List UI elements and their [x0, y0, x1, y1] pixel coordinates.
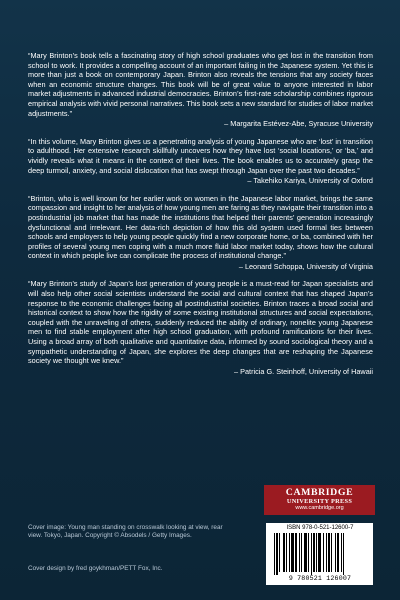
barcode-stripe [343, 533, 344, 575]
barcode-stripe [308, 533, 309, 572]
barcode-stripe [335, 533, 336, 572]
barcode-stripe [299, 533, 300, 572]
barcode-stripe [291, 533, 294, 572]
isbn-label: ISBN 978-0-521-12600-7 [286, 525, 354, 531]
barcode-stripe [341, 533, 342, 572]
review-item [28, 279, 373, 376]
publisher-press: UNIVERSITY PRESS [286, 498, 353, 506]
barcode-stripe [313, 533, 315, 572]
review-list [28, 51, 373, 384]
barcode-stripe [304, 533, 307, 572]
publisher-website: www.cambridge.org [295, 505, 344, 512]
publisher-logo [264, 485, 375, 515]
cover-design-credit: Cover design by fred goykhman/PETT Fox, Inc. [28, 565, 163, 572]
barcode-stripe [279, 533, 280, 572]
review-quote: “Mary Brinton’s book tells a fascinating story of high school graduates who get lost in the transition from school to work. It provides a compelling account of an important failing in the Japanese system. Yet this is more than just a book on contemporary Japan. Brinton also reveals the tensions that any society faces when an economic structure changes. This book will be of great value to anyone interested in labor market adjustments in advanced industrial democracies. Brinton’s first-rate scholarship combines rigorous empirical analysis with vivid personal narratives. This book sets a new standard for studies of labor market adjustments.” [28, 51, 373, 118]
barcode-stripe [318, 533, 321, 572]
publisher-name: CAMBRIDGE [285, 487, 354, 499]
barcode-bars [274, 533, 366, 575]
review-attribution: – Margarita Estévez-Abe, Syracuse University [224, 119, 373, 129]
review-attribution: – Takehiko Kariya, University of Oxford [247, 176, 373, 186]
barcode [266, 523, 373, 585]
review-quote: “Mary Brinton’s study of Japan’s lost generation of young people is a must-read for Japan specialists and will also help other social scientists understand the social and cultural context that has shaped Japan’s response to the economic challenges facing all postindustrial societies. Brinton traces a broad social and historical context to show how the rigidity of some existing institutional structures and social expectations, coupled with the unraveling of others, suddenly reduced the ability of ordinary, nonelite young Japanese men to find stable employment after high school graduation, with profound ramifications for their lives. Using a broad array of both qualitative and quantitative data, informed by sound sociological theory and a sympathetic understanding of Japan, she explores the deep changes that are reshaping the Japanese society we thought we knew.” [28, 279, 373, 366]
review-item [28, 194, 373, 272]
barcode-stripe [286, 533, 287, 572]
barcode-stripe [323, 533, 324, 572]
review-item [28, 51, 373, 129]
barcode-digits: 9 780521 126007 [288, 575, 352, 582]
barcode-stripe [337, 533, 339, 572]
review-attribution: – Leonard Schoppa, University of Virginia [238, 261, 373, 271]
review-attribution: – Patricia G. Steinhoff, University of Hawaii [234, 366, 373, 376]
barcode-stripe [316, 533, 317, 572]
barcode-stripe [276, 533, 278, 575]
barcode-stripe [301, 533, 302, 572]
barcode-stripe [328, 533, 330, 572]
review-quote: “Brinton, who is well known for her earlier work on women in the Japanese labor market, brings the same compassion and insight to her analysis of how young men are faring as they navigate their transition into a postindustrial job market that has made the institutions that helped their parents’ generation increasingly dysfunctional and irrelevant. Her data-rich depiction of how this old system used formal ties between schools and employers to help young people quickly find a new corporate home, or ba, combined with her profiles of several young men coping with a much more fluid labor market today, shows how the cultural context in which people live can complicate the process of institutional change.” [28, 193, 373, 261]
barcode-stripe [311, 533, 312, 575]
barcode-stripe [274, 533, 275, 575]
barcode-stripe [331, 533, 332, 572]
cover-image-credit: Cover image: Young man standing on crosswalk looking at view, rear view. Tokyo, Japan. Copyright © Absodels / Getty Images. [28, 524, 223, 539]
review-quote: “In this volume, Mary Brinton gives us a penetrating analysis of young Japanese who are ‘lost’ in transition to adulthood. Her extensive research skillfully uncovers how they have lost ‘social locations,’ or ‘ba,’ and vividly reveals what it means in the context of their lives. The book enables us to accurately grasp the deep turmoil, anxiety, and social dislocation that has swept through Japan over the past two decades.” [28, 136, 373, 175]
barcode-stripe [326, 533, 327, 572]
review-item [28, 137, 373, 186]
barcode-stripe [283, 533, 285, 572]
barcode-stripe [295, 533, 297, 572]
barcode-stripe [289, 533, 290, 572]
